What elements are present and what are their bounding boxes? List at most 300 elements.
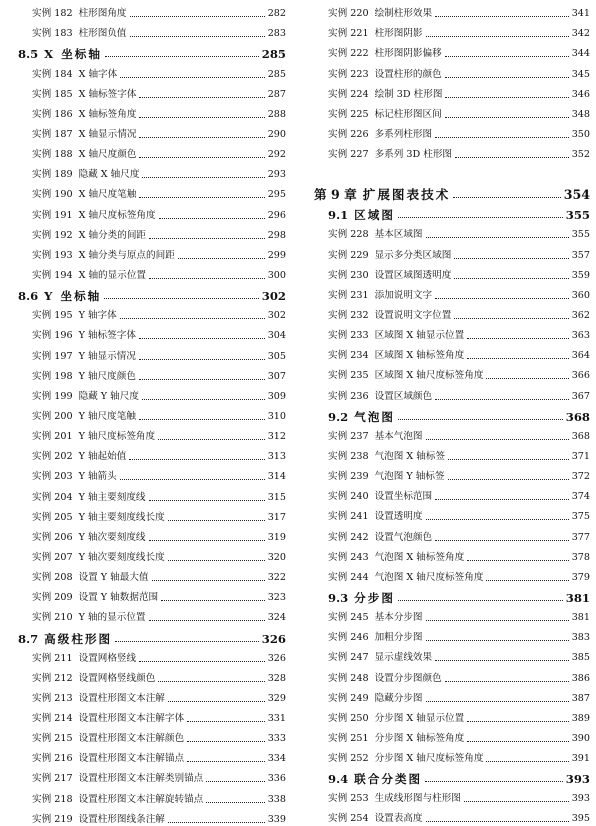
entry-title: Y 轴字体 — [78, 310, 117, 322]
toc-entry — [314, 141, 590, 161]
page-number: 391 — [571, 753, 590, 765]
toc-right-column — [314, 0, 590, 825]
entry-title: 气泡图 X 轴标签角度 — [374, 551, 465, 563]
page-number: 363 — [571, 330, 590, 342]
toc-entry — [18, 544, 286, 564]
entry-title: 设置柱形图文本注解锚点 — [78, 753, 185, 765]
entry-title: X 轴分类与原点的间距 — [78, 249, 175, 261]
page-number: 379 — [571, 571, 590, 583]
entry-number: 实例 211 — [32, 652, 73, 664]
toc-entry — [18, 685, 286, 705]
toc-entry — [314, 443, 590, 463]
toc-entry — [314, 685, 590, 705]
page-number: 383 — [571, 632, 590, 644]
toc-entry — [314, 805, 590, 825]
toc-entry — [18, 342, 286, 362]
entry-number: 实例 221 — [328, 28, 369, 40]
page-number: 324 — [267, 612, 286, 624]
page-number: 334 — [267, 753, 286, 765]
dot-leader — [467, 338, 568, 339]
page-number: 282 — [267, 8, 286, 20]
toc-entry — [314, 121, 590, 141]
heading-number: 8.6 — [18, 289, 39, 304]
entry-title: 设置区域颜色 — [374, 390, 433, 402]
dot-leader — [168, 520, 265, 521]
page-number: 338 — [267, 793, 286, 805]
entry-number: 实例 218 — [32, 793, 73, 805]
dot-leader — [168, 701, 265, 702]
entry-title: 设置表高度 — [374, 813, 423, 825]
dot-leader — [168, 560, 265, 561]
entry-number: 实例 191 — [32, 209, 73, 221]
page-number: 323 — [267, 592, 286, 604]
dot-leader — [426, 640, 569, 641]
page-number: 339 — [267, 813, 286, 825]
page-number: 348 — [571, 108, 590, 120]
entry-title: X 轴标签字体 — [78, 88, 137, 100]
toc-entry — [314, 262, 590, 282]
dot-leader — [454, 258, 568, 259]
entry-number: 实例 197 — [32, 350, 73, 362]
page-number: 298 — [267, 229, 286, 241]
dot-leader — [435, 137, 569, 138]
entry-title: 隐藏 Y 轴尺度 — [78, 390, 139, 402]
entry-title: X 轴尺度笔触 — [78, 189, 137, 201]
entry-title: Y 轴标签字体 — [78, 330, 136, 342]
entry-number: 实例 233 — [328, 330, 369, 342]
entry-title: 绘制 3D 柱形图 — [374, 88, 443, 100]
page-number: 367 — [571, 390, 590, 402]
toc-entry — [18, 765, 286, 785]
dot-leader — [120, 479, 265, 480]
page-number: 362 — [571, 309, 590, 321]
entry-title: 基本区域图 — [374, 229, 423, 241]
page-number: 381 — [571, 612, 590, 624]
entry-number: 实例 240 — [328, 491, 369, 503]
entry-title: 设置 Y 轴最大值 — [78, 572, 149, 584]
entry-title: 气泡图 X 轴标签 — [374, 450, 446, 462]
entry-number: 实例 203 — [32, 471, 73, 483]
dot-leader — [435, 540, 569, 541]
page-number: 395 — [571, 813, 590, 825]
dot-leader — [149, 278, 265, 279]
entry-title: 设置柱形图文本注解字体 — [78, 713, 185, 725]
entry-title: 设置 Y 轴数据范围 — [78, 592, 159, 604]
page-number: 310 — [267, 410, 286, 422]
dot-leader — [453, 197, 560, 198]
page-number: 336 — [267, 773, 286, 785]
toc-entry — [18, 745, 286, 765]
toc-entry — [314, 604, 590, 624]
dot-leader — [486, 580, 568, 581]
entry-number: 实例 238 — [328, 450, 369, 462]
entry-title: 分步图 X 轴显示位置 — [374, 712, 465, 724]
toc-entry — [18, 785, 286, 805]
page-number: 314 — [267, 471, 286, 483]
dot-leader — [435, 16, 569, 17]
dot-leader — [486, 378, 568, 379]
heading-number: 9.1 — [328, 208, 349, 223]
dot-leader — [445, 56, 569, 57]
toc-entry — [18, 645, 286, 665]
entry-title: Y 轴的显示位置 — [78, 612, 146, 624]
entry-title: Y 轴尺度颜色 — [78, 370, 136, 382]
page-number: 346 — [571, 88, 590, 100]
entry-number: 实例 201 — [32, 431, 73, 443]
toc-entry — [314, 101, 590, 121]
toc-entry — [314, 463, 590, 483]
page-number: 292 — [267, 149, 286, 161]
entry-number: 实例 241 — [328, 511, 369, 523]
toc-entry — [314, 362, 590, 382]
toc-entry — [18, 383, 286, 403]
dot-leader — [187, 721, 265, 722]
entry-number: 实例 234 — [328, 350, 369, 362]
toc-section-heading — [18, 282, 286, 302]
entry-title: 加粗分步图 — [374, 632, 423, 644]
entry-title: 设置柱形图线条注解 — [78, 813, 165, 825]
toc-section-heading — [18, 40, 286, 60]
entry-title: 隐藏分步图 — [374, 692, 423, 704]
toc-entry — [314, 745, 590, 765]
dot-leader — [467, 358, 568, 359]
page-number: 345 — [571, 68, 590, 80]
entry-number: 实例 220 — [328, 8, 369, 20]
dot-leader — [435, 499, 569, 500]
dot-leader — [158, 681, 264, 682]
dot-leader — [129, 459, 264, 460]
entry-title: 设置柱形图文本注解类别锚点 — [78, 773, 204, 785]
entry-title: Y 轴主要刻度线长度 — [78, 511, 165, 523]
page-number: 357 — [571, 249, 590, 261]
page-number: 368 — [571, 430, 590, 442]
toc-section-heading — [18, 624, 286, 644]
entry-number: 实例 206 — [32, 531, 73, 543]
dot-leader — [467, 560, 568, 561]
toc-entry — [18, 161, 286, 181]
entry-number: 实例 186 — [32, 108, 73, 120]
entry-number: 实例 196 — [32, 330, 73, 342]
toc-entry — [314, 483, 590, 503]
toc-entry — [314, 725, 590, 745]
entry-number: 实例 247 — [328, 652, 369, 664]
dot-leader — [454, 278, 568, 279]
entry-title: 设置区域图透明度 — [374, 269, 452, 281]
entry-number: 实例 195 — [32, 310, 73, 322]
toc-entry — [314, 20, 590, 40]
entry-number: 实例 225 — [328, 108, 369, 120]
page-number: 350 — [571, 128, 590, 140]
heading-number: 9.4 — [328, 772, 349, 787]
toc-entry — [18, 483, 286, 503]
toc-entry — [314, 302, 590, 322]
toc-section-heading — [314, 584, 590, 604]
entry-title: X 轴尺度标签角度 — [78, 209, 156, 221]
entry-number: 实例 193 — [32, 249, 73, 261]
dot-leader — [139, 338, 265, 339]
page-number: 393 — [571, 793, 590, 805]
toc-entry — [18, 101, 286, 121]
heading-title: 区域图 — [354, 208, 395, 223]
dot-leader — [159, 218, 265, 219]
page-number: 290 — [267, 128, 286, 140]
entry-title: 分步图 X 轴标签角度 — [374, 732, 465, 744]
toc-entry — [314, 705, 590, 725]
page-number: 319 — [267, 531, 286, 543]
entry-title: 显示多分类区域图 — [374, 249, 452, 261]
dot-leader — [426, 439, 569, 440]
dot-leader — [139, 157, 264, 158]
page-number: 312 — [267, 431, 286, 443]
entry-title: Y 轴次要刻度线长度 — [78, 551, 165, 563]
entry-title: Y 轴显示情况 — [78, 350, 136, 362]
chapter-gap — [314, 161, 590, 171]
entry-number: 实例 245 — [328, 612, 369, 624]
toc-left-column — [18, 0, 286, 826]
toc-entry — [314, 423, 590, 443]
dot-leader — [130, 16, 265, 17]
page-number: 302 — [261, 289, 286, 304]
page-number: 359 — [571, 269, 590, 281]
heading-number: 8.5 — [18, 47, 39, 62]
entry-number: 实例 222 — [328, 48, 369, 60]
heading-number: 9.2 — [328, 409, 349, 424]
heading-title: Y 坐标轴 — [44, 289, 102, 304]
page-number: 385 — [571, 652, 590, 664]
dot-leader — [435, 399, 569, 400]
toc-entry — [314, 81, 590, 101]
toc-entry — [18, 584, 286, 604]
dot-leader — [425, 781, 563, 782]
page-number: 331 — [267, 713, 286, 725]
page-number: 333 — [267, 733, 286, 745]
heading-number: 8.7 — [18, 631, 39, 646]
dot-leader — [426, 821, 569, 822]
dot-leader — [445, 97, 568, 98]
entry-number: 实例 207 — [32, 551, 73, 563]
dot-leader — [105, 56, 259, 57]
entry-number: 实例 243 — [328, 551, 369, 563]
toc-entry — [18, 665, 286, 685]
toc-chapter-heading — [314, 171, 590, 201]
page-number: 285 — [267, 68, 286, 80]
page-number: 326 — [267, 652, 286, 664]
toc-entry — [18, 181, 286, 201]
heading-title: 扩展图表技术 — [362, 187, 451, 203]
entry-number: 实例 212 — [32, 672, 73, 684]
dot-leader — [139, 197, 264, 198]
heading-title: 高级柱形图 — [44, 631, 113, 646]
page-number: 313 — [267, 451, 286, 463]
page-number: 328 — [267, 672, 286, 684]
entry-title: 设置说明文字位置 — [374, 309, 452, 321]
entry-number: 实例 209 — [32, 592, 73, 604]
dot-leader — [149, 540, 265, 541]
page-number: 288 — [267, 108, 286, 120]
entry-number: 实例 213 — [32, 692, 73, 704]
page-number: 329 — [267, 692, 286, 704]
toc-entry — [314, 664, 590, 684]
entry-title: X 轴字体 — [78, 68, 118, 80]
toc-entry — [314, 322, 590, 342]
entry-title: 设置柱形图文本注解颜色 — [78, 733, 185, 745]
entry-title: 设置柱形的颜色 — [374, 68, 442, 80]
entry-title: 气泡图 Y 轴标签 — [374, 471, 445, 483]
entry-number: 实例 251 — [328, 732, 369, 744]
entry-title: 柱形图阴影 — [374, 28, 423, 40]
page-number: 355 — [571, 229, 590, 241]
dot-leader — [445, 117, 569, 118]
page-number: 317 — [267, 511, 286, 523]
entry-title: 标记柱形图区间 — [374, 108, 442, 120]
entry-number: 实例 226 — [328, 128, 369, 140]
entry-title: X 轴标签角度 — [78, 108, 137, 120]
entry-number: 实例 231 — [328, 289, 369, 301]
page-number: 381 — [565, 590, 590, 605]
entry-title: 设置透明度 — [374, 511, 423, 523]
entry-title: X 轴尺度颜色 — [78, 149, 137, 161]
toc-entry — [314, 342, 590, 362]
dot-leader — [139, 97, 264, 98]
page-number: 355 — [565, 208, 590, 223]
dot-leader — [130, 36, 265, 37]
page-number: 342 — [571, 28, 590, 40]
page-number: 364 — [571, 350, 590, 362]
heading-title: 气泡图 — [354, 409, 395, 424]
dot-leader — [448, 459, 569, 460]
dot-leader — [206, 781, 264, 782]
entry-number: 实例 210 — [32, 612, 73, 624]
entry-number: 实例 202 — [32, 451, 73, 463]
page-number: 368 — [565, 409, 590, 424]
entry-title: 气泡图 X 轴尺度标签角度 — [374, 571, 484, 583]
entry-title: 分步图 X 轴尺度标签角度 — [374, 753, 484, 765]
entry-title: 柱形图角度 — [78, 8, 127, 20]
dot-leader — [152, 580, 265, 581]
entry-number: 实例 208 — [32, 572, 73, 584]
dot-leader — [120, 77, 264, 78]
entry-number: 实例 248 — [328, 672, 369, 684]
entry-number: 实例 215 — [32, 733, 73, 745]
toc-entry — [18, 81, 286, 101]
entry-title: 多系列 3D 柱形图 — [374, 149, 453, 161]
entry-title: Y 轴箭头 — [78, 471, 117, 483]
page-number: 307 — [267, 370, 286, 382]
entry-number: 实例 189 — [32, 169, 73, 181]
page-number: 341 — [571, 8, 590, 20]
dot-leader — [149, 238, 265, 239]
entry-title: 基本气泡图 — [374, 430, 423, 442]
dot-leader — [435, 298, 569, 299]
page-number: 378 — [571, 551, 590, 563]
toc-entry — [18, 705, 286, 725]
toc-entry — [314, 785, 590, 805]
toc-entry — [18, 20, 286, 40]
entry-title: 柱形图阴影偏移 — [374, 48, 442, 60]
dot-leader — [454, 318, 568, 319]
page-number: 390 — [571, 732, 590, 744]
dot-leader — [161, 600, 265, 601]
dot-leader — [149, 620, 265, 621]
toc-entry — [18, 504, 286, 524]
entry-title: X 轴分类的间距 — [78, 229, 147, 241]
dot-leader — [426, 237, 569, 238]
entry-title: 区域图 X 轴标签角度 — [374, 350, 465, 362]
dot-leader — [139, 661, 265, 662]
entry-number: 实例 182 — [32, 8, 73, 20]
dot-leader — [398, 600, 563, 601]
toc-entry — [18, 423, 286, 443]
dot-leader — [139, 117, 264, 118]
dot-leader — [139, 359, 265, 360]
dot-leader — [158, 439, 265, 440]
entry-title: 设置柱形图文本注解旋转锚点 — [78, 793, 204, 805]
toc-entry — [314, 523, 590, 543]
toc-entry — [18, 262, 286, 282]
entry-title: 区域图 X 轴显示位置 — [374, 330, 465, 342]
toc-entry — [314, 624, 590, 644]
entry-number: 实例 252 — [328, 753, 369, 765]
page-number: 309 — [267, 390, 286, 402]
toc-section-heading — [314, 201, 590, 221]
toc-entry — [18, 806, 286, 826]
entry-number: 实例 232 — [328, 309, 369, 321]
entry-title: 设置气泡颜色 — [374, 531, 433, 543]
entry-number: 实例 216 — [32, 753, 73, 765]
entry-title: 设置网格竖线 — [78, 652, 137, 664]
entry-number: 实例 190 — [32, 189, 73, 201]
toc-section-heading — [314, 765, 590, 785]
entry-title: 设置柱形图文本注解 — [78, 692, 165, 704]
entry-number: 实例 219 — [32, 813, 73, 825]
heading-number: 第 9 章 — [314, 187, 357, 203]
toc-entry — [314, 503, 590, 523]
entry-number: 实例 230 — [328, 269, 369, 281]
entry-number: 实例 204 — [32, 491, 73, 503]
entry-title: Y 轴次要刻度线 — [78, 531, 146, 543]
entry-number: 实例 249 — [328, 692, 369, 704]
page-number: 302 — [267, 310, 286, 322]
toc-entry — [18, 121, 286, 141]
toc-entry — [314, 382, 590, 402]
dot-leader — [486, 761, 568, 762]
entry-number: 实例 183 — [32, 28, 73, 40]
entry-number: 实例 237 — [328, 430, 369, 442]
toc-entry — [18, 725, 286, 745]
entry-number: 实例 188 — [32, 149, 73, 161]
dot-leader — [187, 761, 265, 762]
page-number: 366 — [571, 370, 590, 382]
entry-number: 实例 244 — [328, 571, 369, 583]
toc-entry — [314, 60, 590, 80]
heading-title: 分步图 — [354, 590, 395, 605]
entry-title: 设置分步图颜色 — [374, 672, 442, 684]
dot-leader — [139, 379, 265, 380]
page-number: 344 — [571, 48, 590, 60]
toc-entry — [314, 0, 590, 20]
entry-number: 实例 187 — [32, 128, 73, 140]
entry-number: 实例 214 — [32, 713, 73, 725]
entry-title: 添加说明文字 — [374, 289, 433, 301]
dot-leader — [467, 721, 568, 722]
dot-leader — [467, 741, 568, 742]
page-number: 393 — [565, 772, 590, 787]
entry-title: X 轴显示情况 — [78, 128, 137, 140]
page-number: 320 — [267, 551, 286, 563]
dot-leader — [448, 479, 569, 480]
page-number: 389 — [571, 712, 590, 724]
dot-leader — [139, 419, 265, 420]
